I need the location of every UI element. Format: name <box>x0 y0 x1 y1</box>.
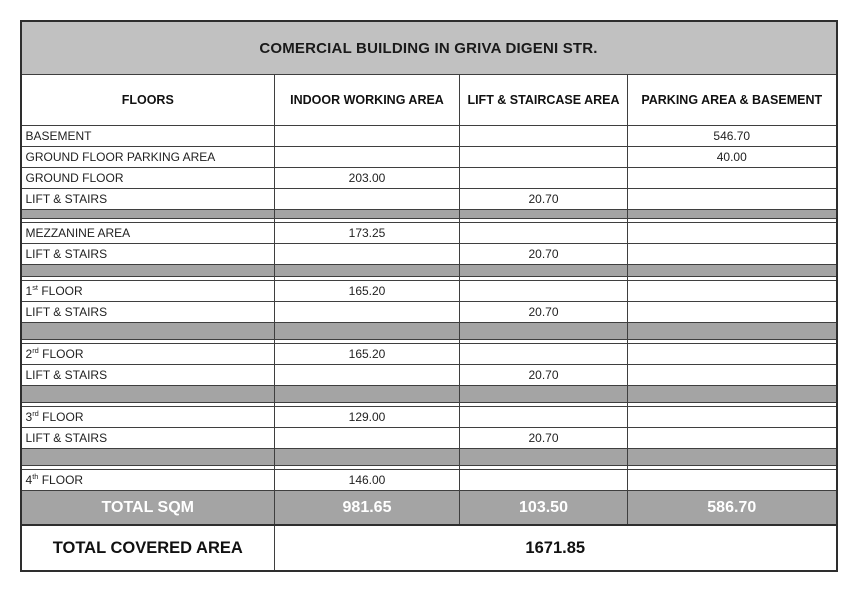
ordinal-suffix: rd <box>32 409 39 418</box>
floor-word: FLOOR <box>38 410 84 424</box>
section-separator <box>21 386 837 403</box>
totals-lift-value: 103.50 <box>460 491 628 526</box>
floor-word: FLOOR <box>38 347 84 361</box>
parking-area-cell <box>628 365 837 386</box>
parking-area-cell <box>628 470 837 491</box>
floor-label-cell: MEZZANINE AREA <box>21 223 275 244</box>
parking-area-cell <box>628 407 837 428</box>
table-row-lift-stairs <box>21 302 837 323</box>
floor-number: 4 <box>25 473 33 487</box>
header-lift-staircase-area: LIFT & STAIRCASE AREA <box>460 75 628 126</box>
indoor-area-cell <box>275 302 460 323</box>
table-row-lift-stairs <box>21 428 837 449</box>
column-header-row <box>21 75 837 126</box>
separator-cell <box>21 449 275 466</box>
separator-cell <box>628 265 837 277</box>
section-separator <box>21 449 837 466</box>
header-parking-area-basement: PARKING AREA & BASEMENT <box>628 75 837 126</box>
separator-cell <box>460 210 628 219</box>
floor-label-cell: LIFT & STAIRS <box>21 428 275 449</box>
indoor-area-cell: 146.00 <box>275 470 460 491</box>
table-row-ground-floor-parking <box>21 147 837 168</box>
floor-number: 3 <box>25 410 33 424</box>
parking-area-cell <box>628 302 837 323</box>
floor-label-cell: LIFT & STAIRS <box>21 189 275 210</box>
totals-indoor-value: 981.65 <box>275 491 460 526</box>
indoor-area-cell <box>275 189 460 210</box>
indoor-area-cell <box>275 428 460 449</box>
lift-area-cell: 20.70 <box>460 189 628 210</box>
table-row-fourth-floor <box>21 470 837 491</box>
parking-area-cell <box>628 344 837 365</box>
floor-label-cell: GROUND FLOOR PARKING AREA <box>21 147 275 168</box>
floor-label-cell <box>21 281 275 302</box>
indoor-area-cell <box>275 365 460 386</box>
table-row-mezzanine <box>21 223 837 244</box>
separator-cell <box>460 323 628 340</box>
section-separator <box>21 265 837 277</box>
parking-area-cell <box>628 428 837 449</box>
table-row-basement <box>21 126 837 147</box>
lift-area-cell <box>460 126 628 147</box>
lift-area-cell <box>460 470 628 491</box>
separator-cell <box>628 449 837 466</box>
lift-area-cell <box>460 168 628 189</box>
indoor-area-cell <box>275 147 460 168</box>
lift-area-cell: 20.70 <box>460 244 628 265</box>
floor-label-cell: LIFT & STAIRS <box>21 365 275 386</box>
separator-cell <box>275 449 460 466</box>
separator-cell <box>628 210 837 219</box>
indoor-area-cell <box>275 244 460 265</box>
separator-cell <box>21 386 275 403</box>
lift-area-cell <box>460 407 628 428</box>
table-row-third-floor <box>21 407 837 428</box>
lift-area-cell <box>460 223 628 244</box>
separator-cell <box>275 210 460 219</box>
totals-row <box>21 491 837 526</box>
totals-parking-value: 586.70 <box>628 491 837 526</box>
ordinal-suffix: th <box>32 472 39 481</box>
indoor-area-cell: 129.00 <box>275 407 460 428</box>
separator-cell <box>275 386 460 403</box>
total-covered-area-row <box>21 525 837 571</box>
floor-label-cell <box>21 344 275 365</box>
total-covered-area-label: TOTAL COVERED AREA <box>21 525 275 571</box>
table-title-row <box>21 21 837 75</box>
parking-area-cell <box>628 223 837 244</box>
section-separator <box>21 210 837 219</box>
floor-word: FLOOR <box>38 473 84 487</box>
separator-cell <box>275 265 460 277</box>
indoor-area-cell <box>275 126 460 147</box>
lift-area-cell <box>460 344 628 365</box>
floor-number: 1 <box>25 284 33 298</box>
separator-cell <box>628 323 837 340</box>
header-floors: FLOORS <box>21 75 275 126</box>
table-row-second-floor <box>21 344 837 365</box>
floor-word: FLOOR <box>37 284 83 298</box>
parking-area-cell <box>628 189 837 210</box>
indoor-area-cell: 203.00 <box>275 168 460 189</box>
separator-cell <box>275 323 460 340</box>
indoor-area-cell: 165.20 <box>275 344 460 365</box>
floor-number: 2 <box>25 347 33 361</box>
table-row-first-floor <box>21 281 837 302</box>
lift-area-cell <box>460 281 628 302</box>
floor-area-table <box>20 20 838 572</box>
floor-label-cell: LIFT & STAIRS <box>21 302 275 323</box>
parking-area-cell: 40.00 <box>628 147 837 168</box>
lift-area-cell: 20.70 <box>460 365 628 386</box>
separator-cell <box>21 210 275 219</box>
floor-label-cell: GROUND FLOOR <box>21 168 275 189</box>
floor-label-cell <box>21 407 275 428</box>
separator-cell <box>21 265 275 277</box>
separator-cell <box>21 323 275 340</box>
lift-area-cell <box>460 147 628 168</box>
separator-cell <box>460 265 628 277</box>
ordinal-suffix: rd <box>32 346 39 355</box>
indoor-area-cell: 173.25 <box>275 223 460 244</box>
separator-cell <box>460 386 628 403</box>
lift-area-cell: 20.70 <box>460 428 628 449</box>
parking-area-cell <box>628 168 837 189</box>
parking-area-cell <box>628 244 837 265</box>
floor-label-cell: BASEMENT <box>21 126 275 147</box>
separator-cell <box>628 386 837 403</box>
parking-area-cell <box>628 281 837 302</box>
table-row-ground-floor <box>21 168 837 189</box>
floor-label-cell: LIFT & STAIRS <box>21 244 275 265</box>
totals-label: TOTAL SQM <box>21 491 275 526</box>
floor-label-cell <box>21 470 275 491</box>
total-covered-area-value: 1671.85 <box>275 525 837 571</box>
header-indoor-working-area: INDOOR WORKING AREA <box>275 75 460 126</box>
section-separator <box>21 323 837 340</box>
table-row-lift-stairs <box>21 189 837 210</box>
table-row-lift-stairs <box>21 365 837 386</box>
lift-area-cell: 20.70 <box>460 302 628 323</box>
parking-area-cell: 546.70 <box>628 126 837 147</box>
indoor-area-cell: 165.20 <box>275 281 460 302</box>
table-title: COMERCIAL BUILDING IN GRIVA DIGENI STR. <box>21 21 837 75</box>
separator-cell <box>460 449 628 466</box>
table-row-lift-stairs <box>21 244 837 265</box>
ordinal-suffix: st <box>32 283 38 292</box>
